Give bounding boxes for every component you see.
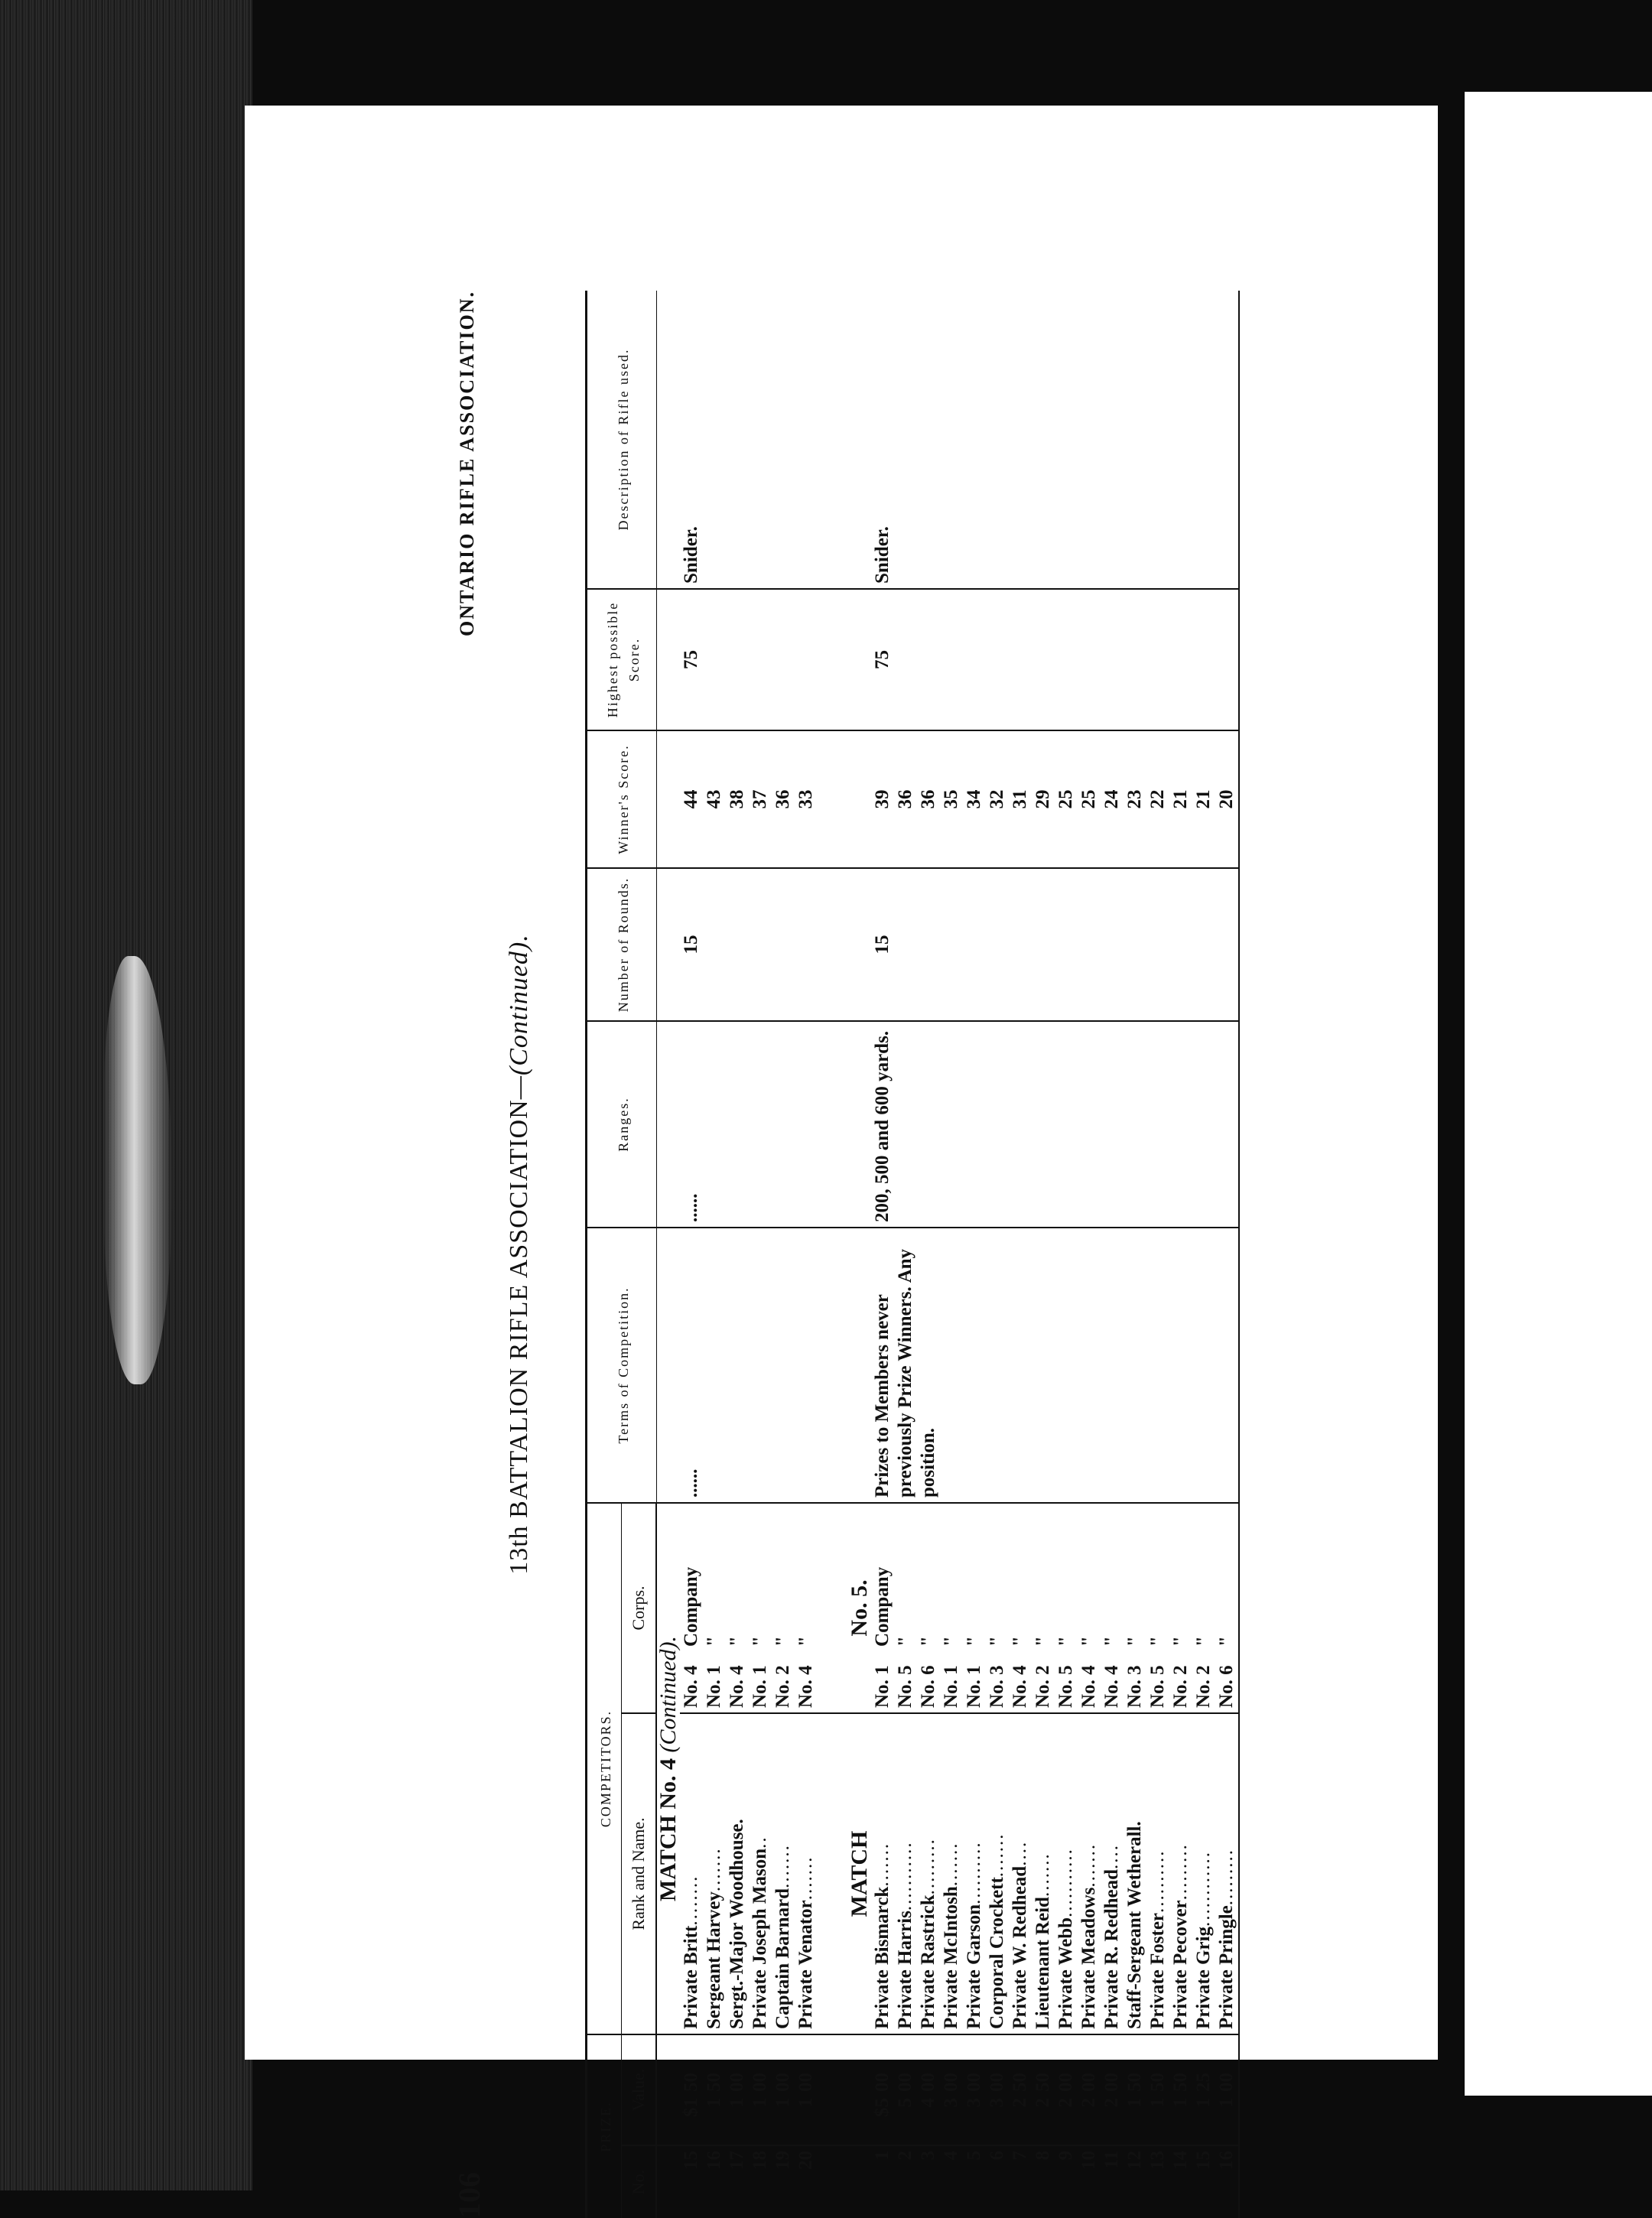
winner-score: 20 [1215,730,1239,868]
prize-dollars: $5 [872,2098,893,2117]
corps-number: No. 1 [750,1665,770,1708]
prize-cents: 00 [1101,2073,1122,2092]
prize-no: 3 [918,2151,938,2161]
competitor-name [1146,1713,1169,2034]
prize-cents: 00 [987,2073,1007,2092]
corps-label: " [1193,1636,1214,1647]
prize-dollars: 1 [1216,2098,1237,2108]
corps [940,1503,963,1713]
rotated-page-content [451,291,1384,2218]
prize-value [795,2034,818,2145]
corps [703,1503,726,1713]
competitor-name-text: Private Joseph Mason [750,1848,770,2029]
prize-cents: 00 [1216,2073,1237,2092]
corps [1124,1503,1146,1713]
corps-number: No. 3 [987,1665,1007,1708]
prize-no: 1 [872,2151,893,2161]
prize-cents: 50 [1010,2073,1030,2092]
leader-dots: ......... [918,1838,938,1895]
page-header [451,291,512,2218]
prize-dollars: 3 [964,2098,984,2108]
prize-dollars: 3 [941,2098,961,2108]
corps-label: " [772,1636,793,1647]
competitor-name-text: Private Venator [795,1900,816,2029]
number-of-rounds: 15 [680,868,818,1021]
competitor-name-text: Private Bismarck [872,1886,893,2029]
corps-number: No. 1 [941,1665,961,1708]
prize-dollars: 1 [795,2098,816,2108]
winner-score: 36 [917,730,940,868]
corps-label: " [1124,1636,1145,1647]
leader-dots: .. [750,1836,770,1849]
corps-number: No. 3 [1124,1665,1145,1708]
competitor-name-text: Private W. Redhead [1010,1865,1030,2029]
prize-value [749,2034,772,2145]
competitor-name-text: Private McIntosh [941,1886,961,2029]
competitor-name-text: Lieutenant Reid [1032,1897,1053,2029]
header-corps: Corps. [622,1503,657,1713]
corps-label: Company [681,1566,701,1647]
prize-no: 19 [772,2151,793,2170]
match-5-rows [818,291,1239,2218]
winner-score: 44 [680,730,703,868]
header-terms: Terms of Competition. [587,1228,657,1503]
leader-dots: ........ [681,1875,701,1926]
competitor-name-text: Private Harris [895,1911,915,2029]
corps [772,1503,795,1713]
header-rounds: Number of Rounds. [587,868,657,1021]
competitor-name [1032,1713,1055,2034]
prize-dollars: $1 [681,2098,701,2117]
prize-value [1146,2034,1169,2145]
prize-no: 2 [895,2151,915,2161]
competitor-name-text: Captain Barnard [772,1888,793,2029]
table-title-suffix: —(Continued). [505,934,533,1100]
competitor-name [1215,1713,1239,2034]
prize-dollars: 2 [1055,2098,1076,2108]
leader-dots: ............ [1193,1851,1214,1927]
prize-no: 4 [941,2151,961,2161]
leader-dots: ......... [1170,1843,1191,1901]
header-ranges: Ranges. [587,1021,657,1228]
prize-no: 17 [727,2151,747,2170]
highest-possible-score: 75 [871,589,1239,730]
corps-label: " [727,1636,747,1647]
corps [894,1503,917,1713]
prize-dollars: 5 [895,2098,915,2108]
competitor-name [963,1713,986,2034]
corps-number: No. 5 [1055,1665,1076,1708]
corps [749,1503,772,1713]
winner-score: 25 [1078,730,1101,868]
facing-page [1465,92,1652,2096]
competitor-name [1124,1713,1146,2034]
winner-score: 43 [703,730,726,868]
competitor-name [795,1713,818,2034]
prize-no: 11 [1101,2151,1122,2169]
competitor-name [1101,1713,1124,2034]
winner-score: 31 [1009,730,1032,868]
prize-dollars: 2 [1032,2098,1053,2108]
prize-cents: 50 [681,2073,701,2092]
rifle-description: Snider. [871,291,1239,589]
header-value: Value. [622,2034,657,2145]
prize-cents: 00 [941,2073,961,2092]
corps-number: No. 1 [964,1665,984,1708]
winner-score: 39 [871,730,894,868]
corps-number: No. 4 [795,1665,816,1708]
prize-value [917,2034,940,2145]
corps-label: " [941,1636,961,1647]
prize-cents: 00 [772,2073,793,2092]
prize-value [1055,2034,1078,2145]
prize-dollars: 1 [1124,2098,1145,2108]
corps-label: " [1055,1636,1076,1647]
prize-dollars: 1 [1193,2098,1214,2108]
prize-cents: 00 [1055,2073,1076,2092]
corps-label: " [918,1636,938,1647]
prize-value [894,2034,917,2145]
prize-cents: 00 [918,2073,938,2092]
prize-dollars: 2 [1101,2098,1122,2108]
prize-dollars: 2 [1010,2098,1030,2108]
leader-dots: ....... [987,1833,1007,1878]
corps-number: No. 5 [1147,1665,1168,1708]
header-no: No. [622,2145,657,2218]
competitor-name [894,1713,917,2034]
prize-no: 15 [1193,2151,1214,2170]
corps-number: No. 1 [704,1665,724,1708]
corps-label: " [704,1636,724,1647]
winner-score: 24 [1101,730,1124,868]
leader-dots: ....... [1078,1842,1099,1888]
table-title-text: 13th BATTALION RIFLE ASSOCIATION [505,1099,533,1575]
competitor-name [917,1713,940,2034]
prize-value [1009,2034,1032,2145]
competitor-name [986,1713,1009,2034]
competitor-name-text: Private Garson [964,1904,984,2029]
prize-table [585,291,1244,2218]
competitor-name [680,1713,703,2034]
competitor-name-text: Private Britt [681,1925,701,2029]
ranges: ...... [680,1021,818,1228]
prize-dollars: 4 [918,2098,938,2108]
header-competitors: COMPETITORS. [587,1503,622,2034]
leader-dots: ........... [1055,1848,1076,1917]
running-head: ONTARIO RIFLE ASSOCIATION. [456,291,478,636]
corps [1101,1503,1124,1713]
corps-number: No. 6 [1216,1665,1237,1708]
competitor-name [1055,1713,1078,2034]
page-number: 106 [452,2172,486,2218]
competitor-name-text: Private Foster [1147,1912,1168,2029]
corps-number: No. 2 [1032,1665,1053,1708]
leader-dots: .... [1010,1840,1030,1866]
winner-score: 37 [749,730,772,868]
corps-label: " [987,1636,1007,1647]
prize-value [963,2034,986,2145]
competitor-name-text: Private Pringle [1216,1905,1237,2029]
prize-dollars: 1 [1170,2098,1191,2108]
prize-cents: 00 [964,2073,984,2092]
winner-score: 23 [1124,730,1146,868]
winner-score: 38 [726,730,749,868]
corps-label: " [750,1636,770,1647]
prize-value [772,2034,795,2145]
leader-dots: .......... [964,1841,984,1904]
prize-dollars: 1 [772,2098,793,2108]
competitor-name-text: Private Meadows [1078,1887,1099,2029]
prize-no: 12 [1124,2151,1145,2170]
header-winner-score: Winner's Score. [587,730,657,868]
prize-cents: 00 [750,2073,770,2092]
prize-no: 8 [1032,2151,1053,2161]
corps-number: No. 4 [1101,1665,1122,1708]
corps-number: No. 2 [1170,1665,1191,1708]
winner-score: 33 [795,730,818,868]
competitor-name [871,1713,894,2034]
prize-cents: 25 [1193,2073,1214,2092]
prize-no: 16 [704,2151,724,2170]
prize-no: 13 [1147,2151,1168,2170]
prize-no: 10 [1078,2151,1099,2170]
prize-no: 14 [1170,2151,1191,2170]
corps-number: No. 4 [727,1665,747,1708]
corps-label: " [795,1636,816,1647]
prize-cents: 00 [895,2073,915,2092]
winner-score: 25 [1055,730,1078,868]
match-5-heading-right: No. 5. [848,1503,871,1713]
prize-dollars: 1 [727,2098,747,2108]
corps [1078,1503,1101,1713]
corps [917,1503,940,1713]
corps-number: No. 1 [872,1665,893,1708]
corps [871,1503,894,1713]
corps-label: " [1216,1636,1237,1647]
ranges: 200, 500 and 600 yards. [871,1021,1239,1228]
competitor-name [1078,1713,1101,2034]
competitor-name-text: Private Webb [1055,1917,1076,2029]
prize-value [871,2034,894,2145]
corps-number: No. 6 [918,1665,938,1708]
corps-number: No. 2 [1193,1665,1214,1708]
leader-dots: ....... [772,1844,793,1888]
corps-number: No. 4 [681,1665,701,1708]
corps [963,1503,986,1713]
prize-no: 5 [964,2151,984,2161]
winner-score: 35 [940,730,963,868]
prize-value [726,2034,749,2145]
prize-value [680,2034,703,2145]
header-rifle: Description of Rifle used. [587,291,657,589]
competitor-name-text: Sergt.-Major Woodhouse. [727,1819,747,2029]
highest-possible-score: 75 [680,589,818,730]
competitor-name-text: Private R. Redhead [1101,1868,1122,2029]
winner-score: 21 [1169,730,1192,868]
competitor-name [940,1713,963,2034]
prize-value [1192,2034,1215,2145]
winner-score: 21 [1192,730,1215,868]
prize-no: 20 [795,2151,816,2170]
prize-value [1169,2034,1192,2145]
prize-value [1078,2034,1101,2145]
corps [986,1503,1009,1713]
number-of-rounds: 15 [871,868,1239,1021]
leader-dots: ....... [1032,1852,1053,1898]
leader-dots: .......... [1147,1849,1168,1913]
prize-value [986,2034,1009,2145]
prize-value [940,2034,963,2145]
match-4-heading: MATCH No. 4 (Continued). [656,1503,680,2034]
header-rank-name: Rank and Name. [622,1713,657,2034]
winner-score: 34 [963,730,986,868]
leader-dots: ....... [795,1855,816,1901]
competitor-name [703,1713,726,2034]
prize-cents: 50 [704,2073,724,2092]
prize-value [1101,2034,1124,2145]
prize-cents: 50 [1124,2073,1145,2092]
corps [1055,1503,1078,1713]
prize-cents: 00 [727,2073,747,2092]
corps-label: " [1101,1636,1122,1647]
corps-label: " [895,1636,915,1647]
prize-cents: 50 [1170,2073,1191,2092]
prize-value [703,2034,726,2145]
terms-of-competition: Prizes to Members never previously Prize Winners. Any position. [871,1228,1239,1503]
table-row [871,291,894,2218]
corps [1146,1503,1169,1713]
competitor-name-text: Private Grig [1193,1927,1214,2029]
winner-score: 22 [1146,730,1169,868]
prize-no: 15 [681,2151,701,2170]
prize-no: 6 [987,2151,1007,2161]
prize-value [1215,2034,1239,2145]
corps [1169,1503,1192,1713]
prize-dollars: 2 [1078,2098,1099,2108]
prize-value [1032,2034,1055,2145]
competitor-name-text: Private Pecover [1170,1900,1191,2029]
prize-dollars: 1 [750,2098,770,2108]
competitor-name [726,1713,749,2034]
competitor-name-text: Corporal Crockett [987,1877,1007,2029]
leader-dots: ....... [872,1842,893,1887]
competitor-name-text: Sergeant Harvey [704,1891,724,2029]
corps-label: " [1147,1636,1168,1647]
header-prize: PRIZE. [587,2034,622,2218]
winner-score: 32 [986,730,1009,868]
prize-no: 16 [1216,2151,1237,2170]
corps [680,1503,703,1713]
prize-dollars: 3 [987,2098,1007,2108]
header-highest-score: Highest possible Score. [587,589,657,730]
corps [1009,1503,1032,1713]
prize-dollars: 1 [704,2098,724,2108]
leader-dots: .... [1101,1843,1122,1869]
leader-dots: ......... [1216,1848,1237,1906]
competitor-name [749,1713,772,2034]
terms-of-competition: ...... [680,1228,818,1503]
corps-number: No. 4 [1078,1665,1099,1708]
leader-dots: ....... [704,1847,724,1892]
prize-dollars: 1 [1147,2098,1168,2108]
corps-label: Company [872,1566,893,1647]
prize-cents: 00 [1078,2073,1099,2092]
prize-cents: 00 [795,2073,816,2092]
corps [1192,1503,1215,1713]
leader-dots: ........... [895,1841,915,1911]
winner-score: 29 [1032,730,1055,868]
prize-cents: 50 [1147,2073,1168,2092]
competitor-name-text: Staff-Sergeant Wetherall. [1124,1821,1145,2029]
competitor-name [1192,1713,1215,2034]
competitor-name [772,1713,795,2034]
table-title [505,291,534,2218]
corps-label: " [1010,1636,1030,1647]
corps-number: No. 5 [895,1665,915,1708]
corps [795,1503,818,1713]
corps [1032,1503,1055,1713]
match-4-rows [656,291,818,2218]
competitor-name [1009,1713,1032,2034]
corps-number: No. 4 [1010,1665,1030,1708]
rifle-description: Snider. [680,291,818,589]
prize-no: 18 [750,2151,770,2170]
corps-number: No. 2 [772,1665,793,1708]
winner-score: 36 [772,730,795,868]
corps-label: " [964,1636,984,1647]
competitor-name-text: Private Rastrick [918,1894,938,2029]
competitor-name [1169,1713,1192,2034]
corps [1215,1503,1239,1713]
prize-cents: 50 [1032,2073,1053,2092]
prize-cents: 00 [872,2073,893,2092]
prize-value [1124,2034,1146,2145]
match-5-heading-left: MATCH [848,1713,871,2034]
leader-dots: ....... [941,1842,961,1887]
corps [726,1503,749,1713]
corps-label: " [1032,1636,1053,1647]
winner-score: 36 [894,730,917,868]
table-row [680,291,703,2218]
corps-label: " [1170,1636,1191,1647]
prize-no: 9 [1055,2151,1076,2161]
corps-label: " [1078,1636,1099,1647]
prize-no: 7 [1010,2151,1030,2161]
